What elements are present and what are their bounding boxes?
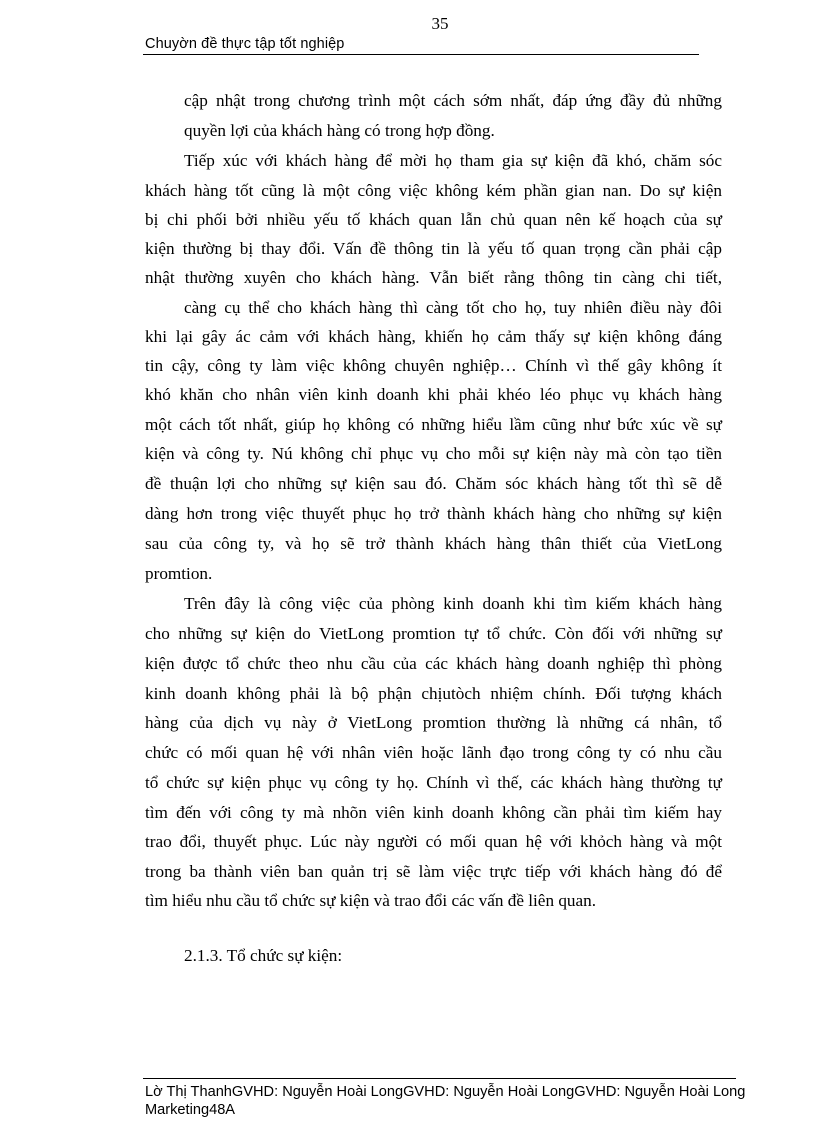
body-line: kiện và công ty. Nú không chỉ phục vụ cho mỗi sự kiện này mà còn tạo tiền xyxy=(145,444,722,463)
header-title: Chuyờn đề thực tập tốt nghiệp xyxy=(145,36,345,52)
body-line: nhật thường xuyên cho khách hàng. Vẫn biết rằng thông tin càng chi tiết, xyxy=(145,268,722,287)
body-line: tổ chức sự kiện phục vụ công ty họ. Chính vì thế, các khách hàng thường tự xyxy=(145,773,722,792)
body-line: khó khăn cho nhân viên kinh doanh khi phải khéo léo phục vụ khách hàng xyxy=(145,385,722,404)
body-line: tin cậy, công ty làm việc không chuyên nghiệp… Chính vì thế gây không ít xyxy=(145,356,722,375)
body-line: khách hàng tốt cũng là một công việc không kém phần gian nan. Do sự kiện xyxy=(145,181,722,200)
body-line: một cách tốt nhất, giúp họ không có những hiểu lầm cũng như bức xúc về sự xyxy=(145,415,722,434)
body-line: hàng của dịch vụ này ở VietLong promtion thường là những cá nhân, tổ xyxy=(145,713,722,732)
body-line: sau của công ty, và họ sẽ trở thành khách hàng thân thiết của VietLong xyxy=(145,534,722,553)
body-line: khi lại gây ác cảm với khách hàng, khiến họ cảm thấy sự kiện không đáng xyxy=(145,327,722,346)
body-line: cho những sự kiện do VietLong promtion tự tổ chức. Còn đối với những sự xyxy=(145,624,722,643)
body-line: tìm đến với công ty mà nhõn viên kinh doanh không cần phải tìm kiếm hay xyxy=(145,803,722,822)
body-line: kinh doanh không phải là bộ phận chịutòch nhiệm chính. Đối tượng khách xyxy=(145,684,722,703)
section-heading: 2.1.3. Tổ chức sự kiện: xyxy=(184,946,343,965)
body-line: đề thuận lợi cho những sự kiện sau đó. Chăm sóc khách hàng tốt thì sẽ dễ xyxy=(145,474,722,493)
footer-author-line: Lờ Thị ThanhGVHD: Nguyễn Hoài LongGVHD: Nguyễn Hoài LongGVHD: Nguyễn Hoài Long xyxy=(145,1084,746,1100)
body-line: dàng hơn trong việc thuyết phục họ trở thành khách hàng cho những sự kiện xyxy=(145,504,722,523)
body-line: trong ba thành viên ban quản trị sẽ làm việc trực tiếp với khách hàng đó để xyxy=(145,862,722,881)
body-line: promtion. xyxy=(145,564,213,583)
body-line: càng cụ thể cho khách hàng thì càng tốt cho họ, tuy nhiên điều này đôi xyxy=(184,298,722,317)
body-line: quyền lợi của khách hàng có trong hợp đồng. xyxy=(184,121,495,140)
body-line: tìm hiểu nhu cầu tổ chức sự kiện và trao đổi các vấn đề liên quan. xyxy=(145,891,597,910)
body-line: Tiếp xúc với khách hàng để mời họ tham gia sự kiện đã khó, chăm sóc xyxy=(184,151,722,170)
body-line: bị chi phối bởi nhiều yếu tố khách quan lẫn chủ quan nên kế hoạch của sự xyxy=(145,210,722,229)
page-number: 35 xyxy=(431,14,449,33)
body-line: trao đổi, thuyết phục. Lúc này người có mối quan hệ với khỏch hàng và một xyxy=(145,832,722,851)
body-line: cập nhật trong chương trình một cách sớm nhất, đáp ứng đầy đủ những xyxy=(184,91,722,110)
body-line: kiện thường bị thay đổi. Vấn đề thông tin là yếu tố quan trọng cần phải cập xyxy=(145,239,722,258)
footer-class-line: Marketing48A xyxy=(145,1102,236,1118)
body-line: chức có mối quan hệ với nhân viên hoặc lãnh đạo trong công ty có nhu cầu xyxy=(145,743,722,762)
body-line: kiện được tổ chức theo nhu cầu của các khách hàng doanh nghiệp thì phòng xyxy=(145,654,722,673)
body-line: Trên đây là công việc của phòng kinh doanh khi tìm kiếm khách hàng xyxy=(184,594,722,613)
footer-rule xyxy=(143,1078,736,1079)
